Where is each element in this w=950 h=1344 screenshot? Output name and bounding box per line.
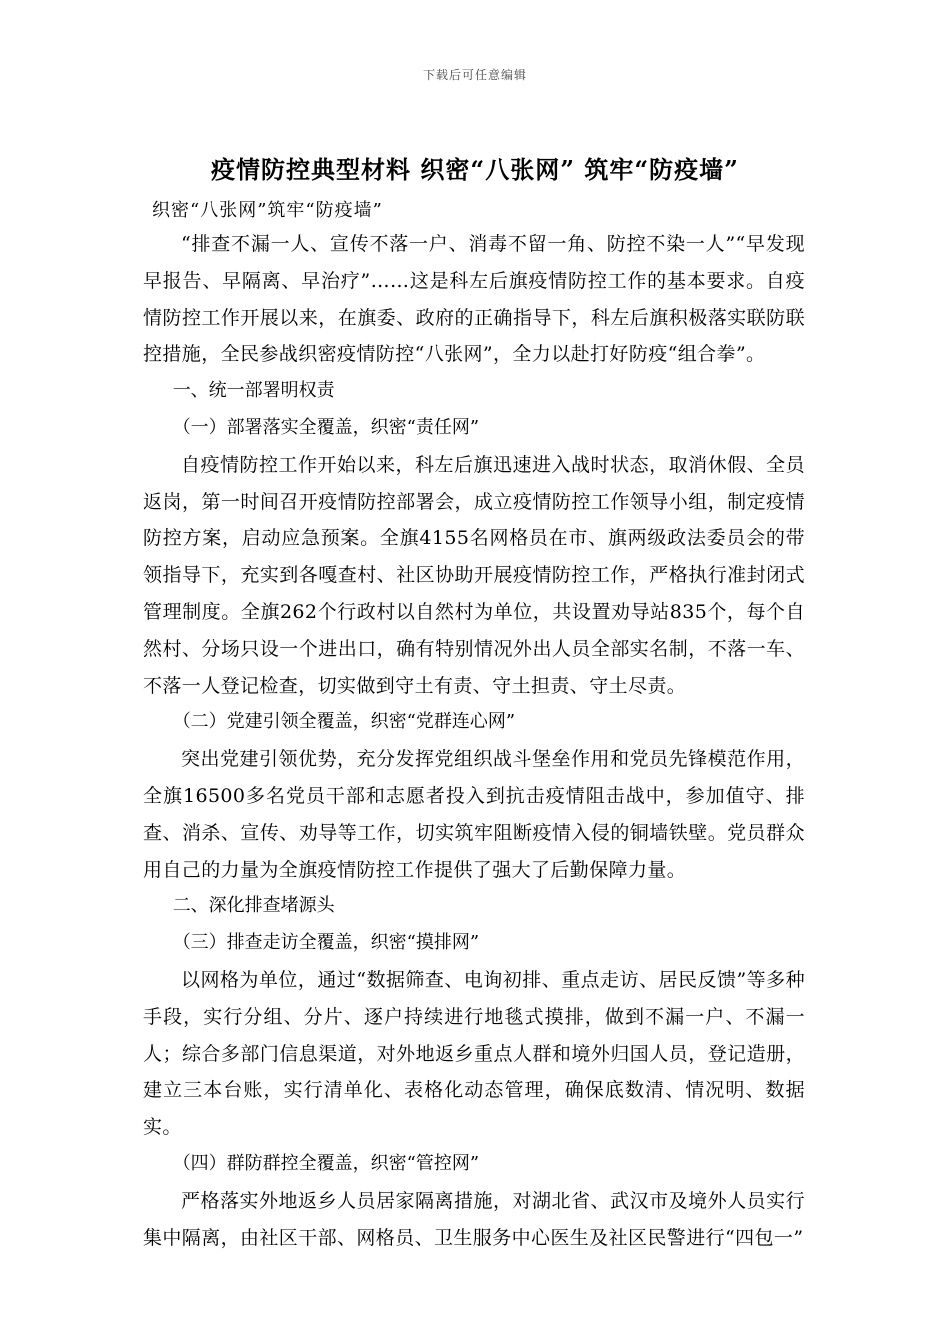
body-paragraph: 自疫情防控工作开始以来，科左后旗迅速进入战时状态，取消休假、全员返岗，第一时间召开疫情防控部署会，成立疫情防控工作领导小组，制定疫情防控方案，启动应急预案。全旗4155名网格员在市、旗两级政法委员会的带领指导下，充实到各嘎查村、社区协助开展疫情防控工作，严格执行准封闭式管理制度。全旗262个行政村以自然村为单位，共设置劝导站835个，每个自然村、分场只设一个进出口，确有特别情况外出人员全部实名制，不落一车、不落一人登记检查，切实做到守土有责、守土担责、守土尽责。	[143, 453, 805, 697]
body-paragraph: 突出党建引领优势，充分发挥党组织战斗堡垒作用和党员先锋模范作用，全旗16500多名党员干部和志愿者投入到抗击疫情阻击战中，参加值守、排查、消杀、宣传、劝导等工作，切实筑牢阻断疫情入侵的铜墙铁壁。党员群众用自己的力量为全旗疫情防控工作提供了强大了后勤保障力量。	[143, 748, 805, 881]
section-heading: （四）群防群控全覆盖，织密“管控网”	[172, 1152, 480, 1174]
section-heading: （三）排查走访全覆盖，织密“摸排网”	[172, 932, 480, 954]
section-heading: 二、深化排查堵源头	[172, 895, 335, 917]
body-paragraph: “排查不漏一人、宣传不落一户、消毒不留一角、防控不染一人”“早发现早报告、早隔离、早治疗”……这是科左后旗疫情防控工作的基本要求。自疫情防控工作开展以来，在旗委、政府的正确指导下，科左后旗积极落实联防联控措施，全民参战织密疫情防控“八张网”，全力以赴打好防疫“组合拳”。	[143, 233, 805, 366]
section-heading: （二）党建引领全覆盖，织密“党群连心网”	[172, 711, 516, 733]
body-paragraph: 以网格为单位，通过“数据筛查、电询初排、重点走访、居民反馈”等多种手段，实行分组、分片、逐户持续进行地毯式摸排，做到不漏一户、不漏一人；综合多部门信息渠道，对外地返乡重点人群和境外归国人员，登记造册，建立三本台账，实行清单化、表格化动态管理，确保底数清、情况明、数据实。	[143, 968, 805, 1139]
header-note: 下载后可任意编辑	[422, 68, 527, 82]
section-heading: 一、统一部署明权责	[172, 380, 335, 402]
page-title: 疫情防控典型材料 织密“八张网” 筑牢“防疫墙”	[211, 155, 739, 184]
body-paragraph: 严格落实外地返乡人员居家隔离措施，对湖北省、武汉市及境外人员实行集中隔离，由社区干部、网格员、卫生服务中心医生及社区民警进行“四包一”	[143, 1189, 805, 1249]
document-body	[143, 226, 805, 1256]
section-heading: （一）部署落实全覆盖，织密“责任网”	[172, 416, 480, 438]
subtitle: 织密“八张网”筑牢“防疫墙”	[152, 200, 383, 221]
